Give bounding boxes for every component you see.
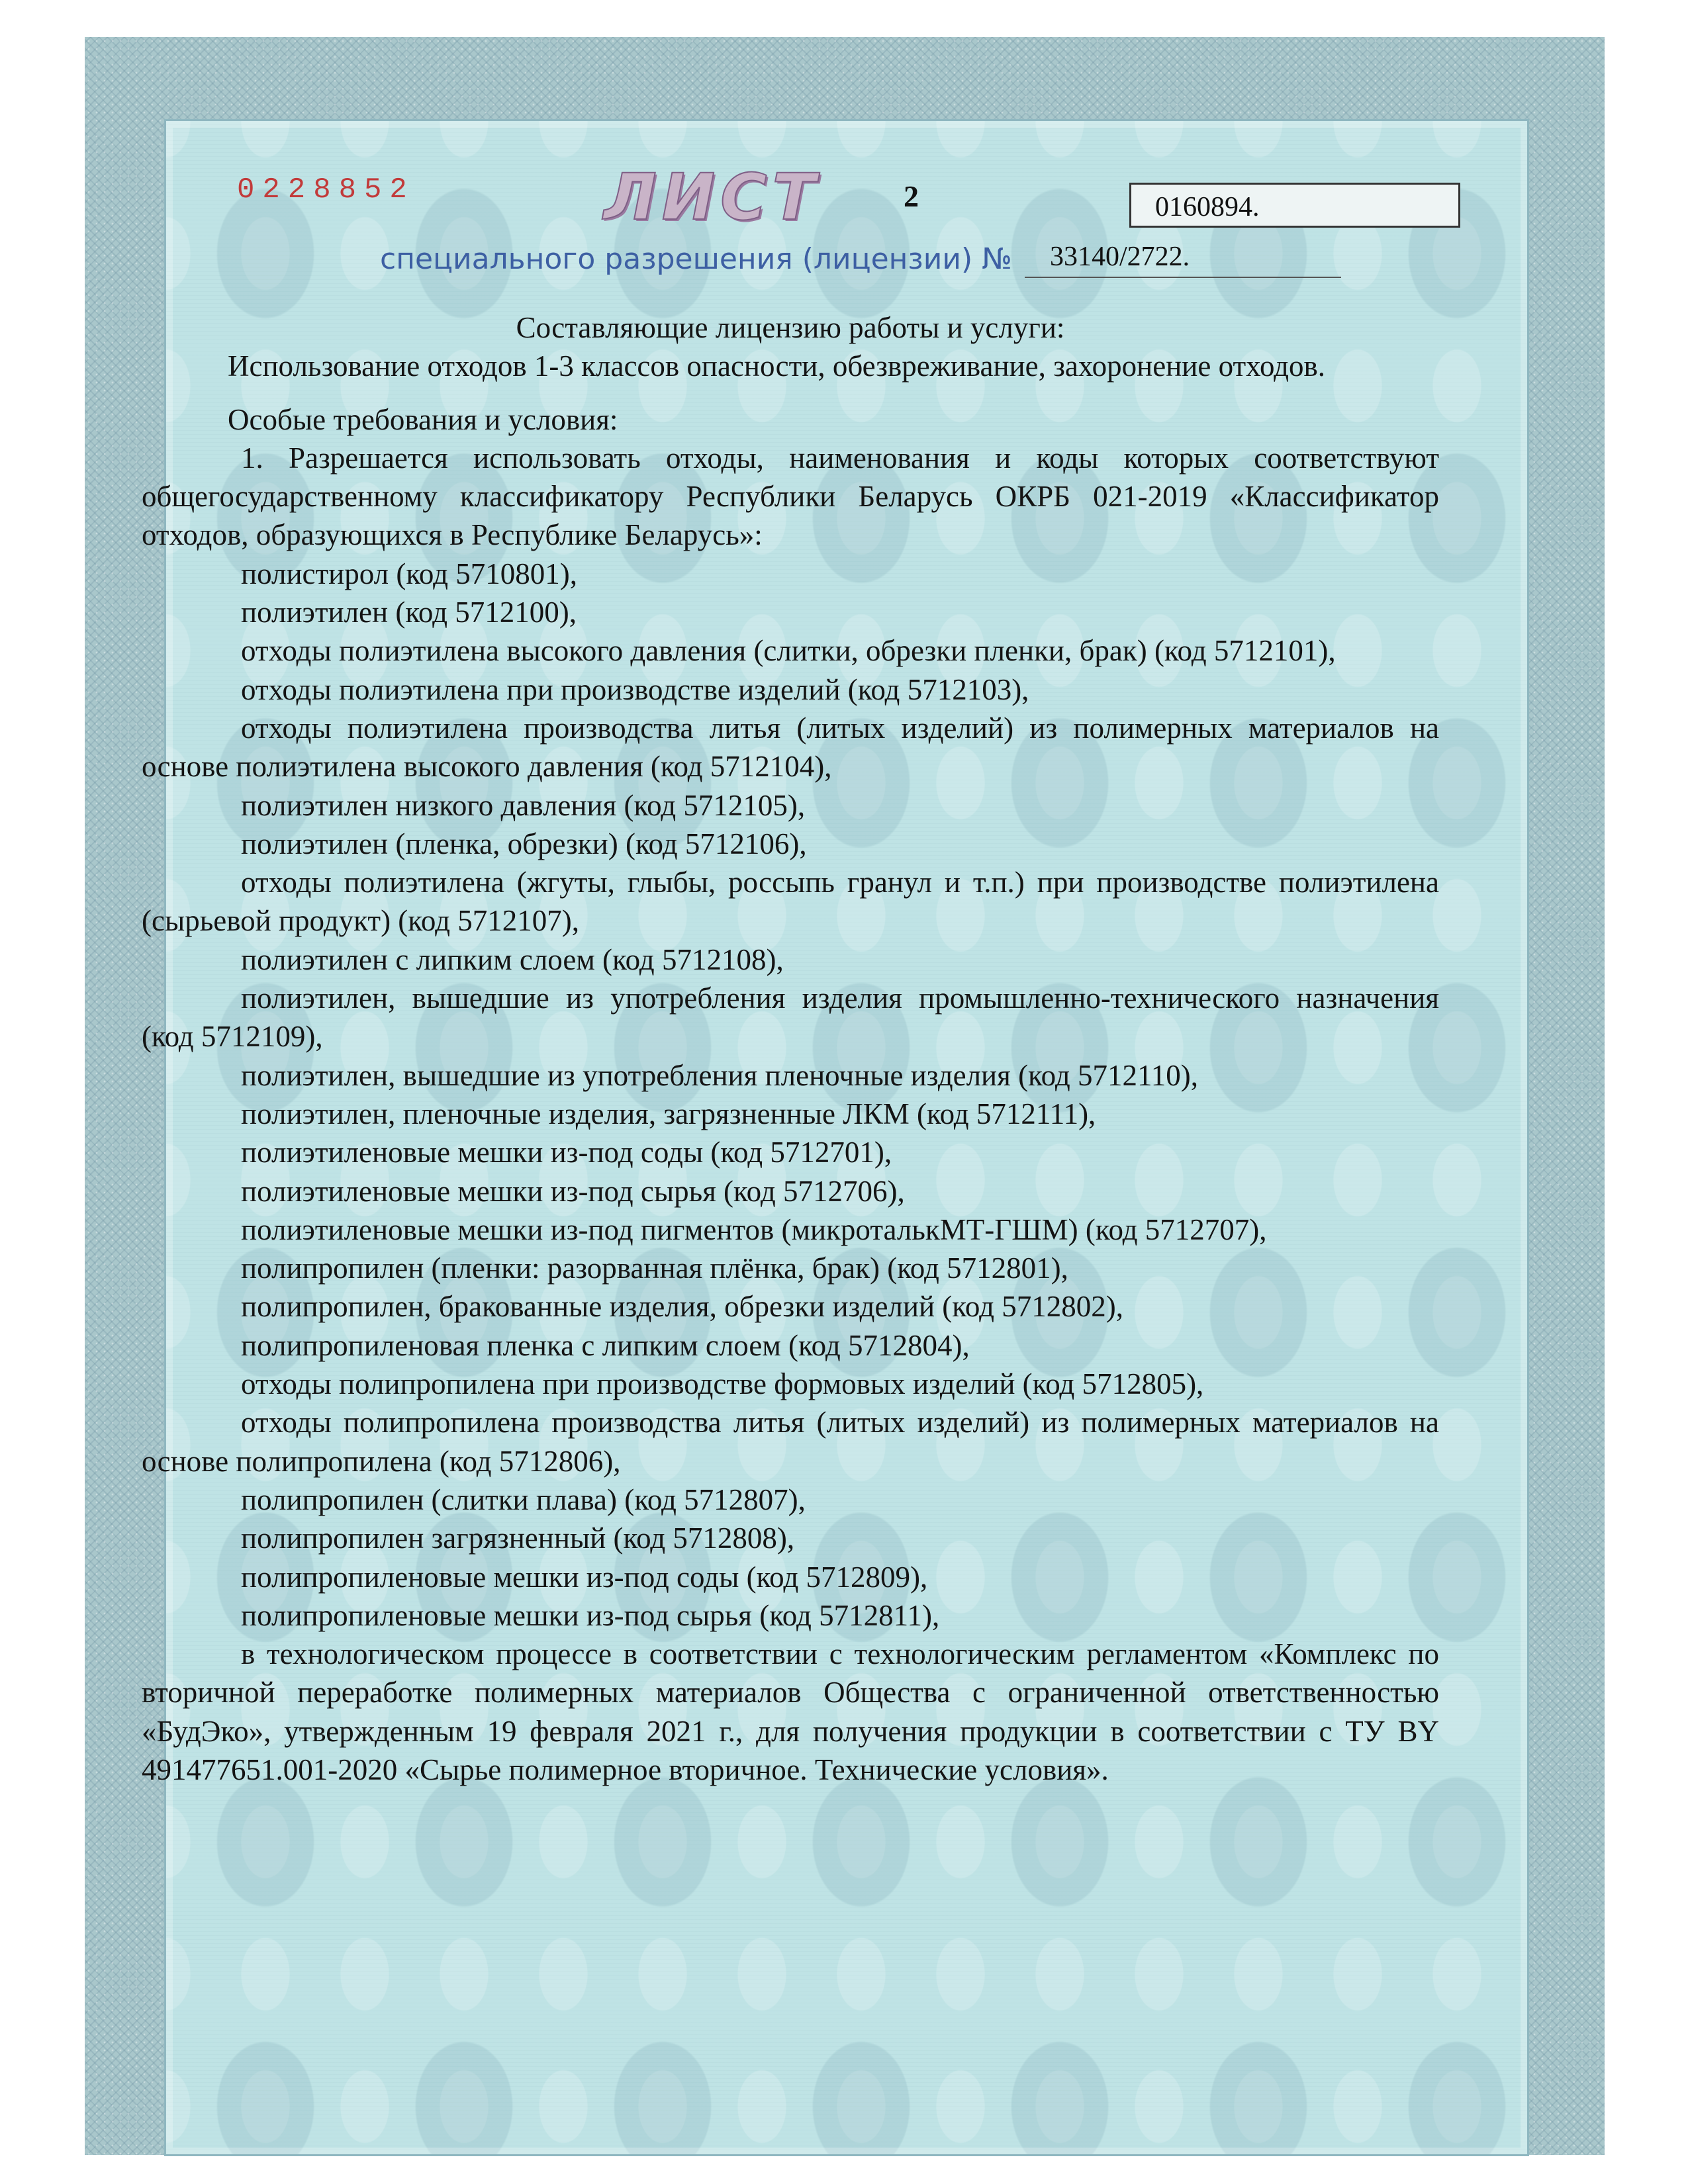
waste-item: отходы полиэтилена при производстве изделий (код 5712103), [241, 672, 1029, 706]
license-subtitle: специального разрешения (лицензии) № [380, 242, 1012, 276]
waste-item: полипропиленовая пленка с липким слоем (код 5712804), [241, 1328, 970, 1362]
waste-item: полипропилен (пленки: разорванная плёнка, брак) (код 5712801), [241, 1251, 1068, 1285]
license-number: 33140/2722. [1025, 241, 1341, 278]
waste-item: полипропиленовые мешки из-под соды (код 5712809), [241, 1560, 928, 1594]
waste-item: полиэтиленовые мешки из-под сырья (код 5712706), [241, 1174, 905, 1208]
waste-item: полиэтиленовые мешки из-под пигментов (микроталькМТ-ГШМ) (код 5712707), [241, 1212, 1267, 1246]
waste-item: полиэтилен (пленка, обрезки) (код 5712106), [241, 827, 807, 860]
section-heading: Составляющие лицензию работы и услуги: [516, 311, 1065, 344]
waste-item: полиэтилен низкого давления (код 5712105), [241, 788, 806, 822]
spacer [142, 386, 1439, 400]
waste-item: полипропилен (слитки плава) (код 5712807), [241, 1482, 806, 1516]
closing-paragraph: в технологическом процессе в соответствии с технологическим регламентом «Комплекс по вторичной переработке полимерных материалов Общества с ограниченной ответственностью «БудЭко», утвержденным 19 февраля 2021 г., для получения продукции в соответствии с ТУ BY 491477651.001-2020 «Сырье полимерное вторичное. Технические условия». [142, 1637, 1439, 1786]
waste-item: отходы полипропилена производства литья (литых изделий) из полимерных материалов на основе полипропилена (код 5712806), [142, 1406, 1439, 1478]
intro-paragraph: 1. Разрешается использовать отходы, наименования и коды которых соответствуют общегосударственному классификатору Республики Беларусь ОКРБ 021-2019 «Классификатор отходов, образующихся в Республике Беларусь»: [142, 441, 1439, 552]
waste-item: отходы полиэтилена (жгуты, глыбы, россыпь гранул и т.п.) при производстве полиэтилена (сырьевой продукт) (код 5712107), [142, 866, 1439, 938]
waste-item: полипропилен, бракованные изделия, обрезки изделий (код 5712802), [241, 1290, 1123, 1324]
waste-item: полипропилен загрязненный (код 5712808), [241, 1522, 795, 1555]
waste-item: полиэтилен, пленочные изделия, загрязненные ЛКМ (код 5712111), [241, 1097, 1096, 1130]
waste-item: отходы полиэтилена высокого давления (слитки, обрезки пленки, брак) (код 5712101), [241, 634, 1336, 668]
waste-item: отходы полипропилена при производстве формовых изделий (код 5712805), [241, 1367, 1204, 1401]
waste-item: полиэтилен, вышедшие из употребления пленочные изделия (код 5712110), [241, 1058, 1199, 1092]
serial-number: 0228852 [237, 173, 415, 206]
waste-item: полиэтилен (код 5712100), [241, 596, 577, 629]
waste-item: полиэтилен, вышедшие из употребления изделия промышленно-технического назначения (код 5712109), [142, 981, 1439, 1054]
waste-item: полистирол (код 5710801), [241, 557, 578, 590]
waste-item: полипропиленовые мешки из-под сырья (код 5712811), [241, 1598, 940, 1632]
requirements-heading: Особые требования и условия: [228, 402, 618, 436]
waste-item: полиэтилен с липким слоем (код 5712108), [241, 942, 784, 976]
sheet-title: ЛИСТ [604, 160, 821, 234]
waste-item: отходы полиэтилена производства литья (литых изделий) из полимерных материалов на основе полиэтилена высокого давления (код 5712104), [142, 711, 1439, 784]
sheet-number: 2 [904, 179, 919, 213]
license-body [142, 308, 1439, 1789]
waste-item: полиэтиленовые мешки из-под соды (код 5712701), [241, 1136, 892, 1169]
services-text: Использование отходов 1-3 классов опасности, обезвреживание, захоронение отходов. [228, 349, 1326, 383]
form-number-box: 0160894. [1129, 183, 1460, 228]
